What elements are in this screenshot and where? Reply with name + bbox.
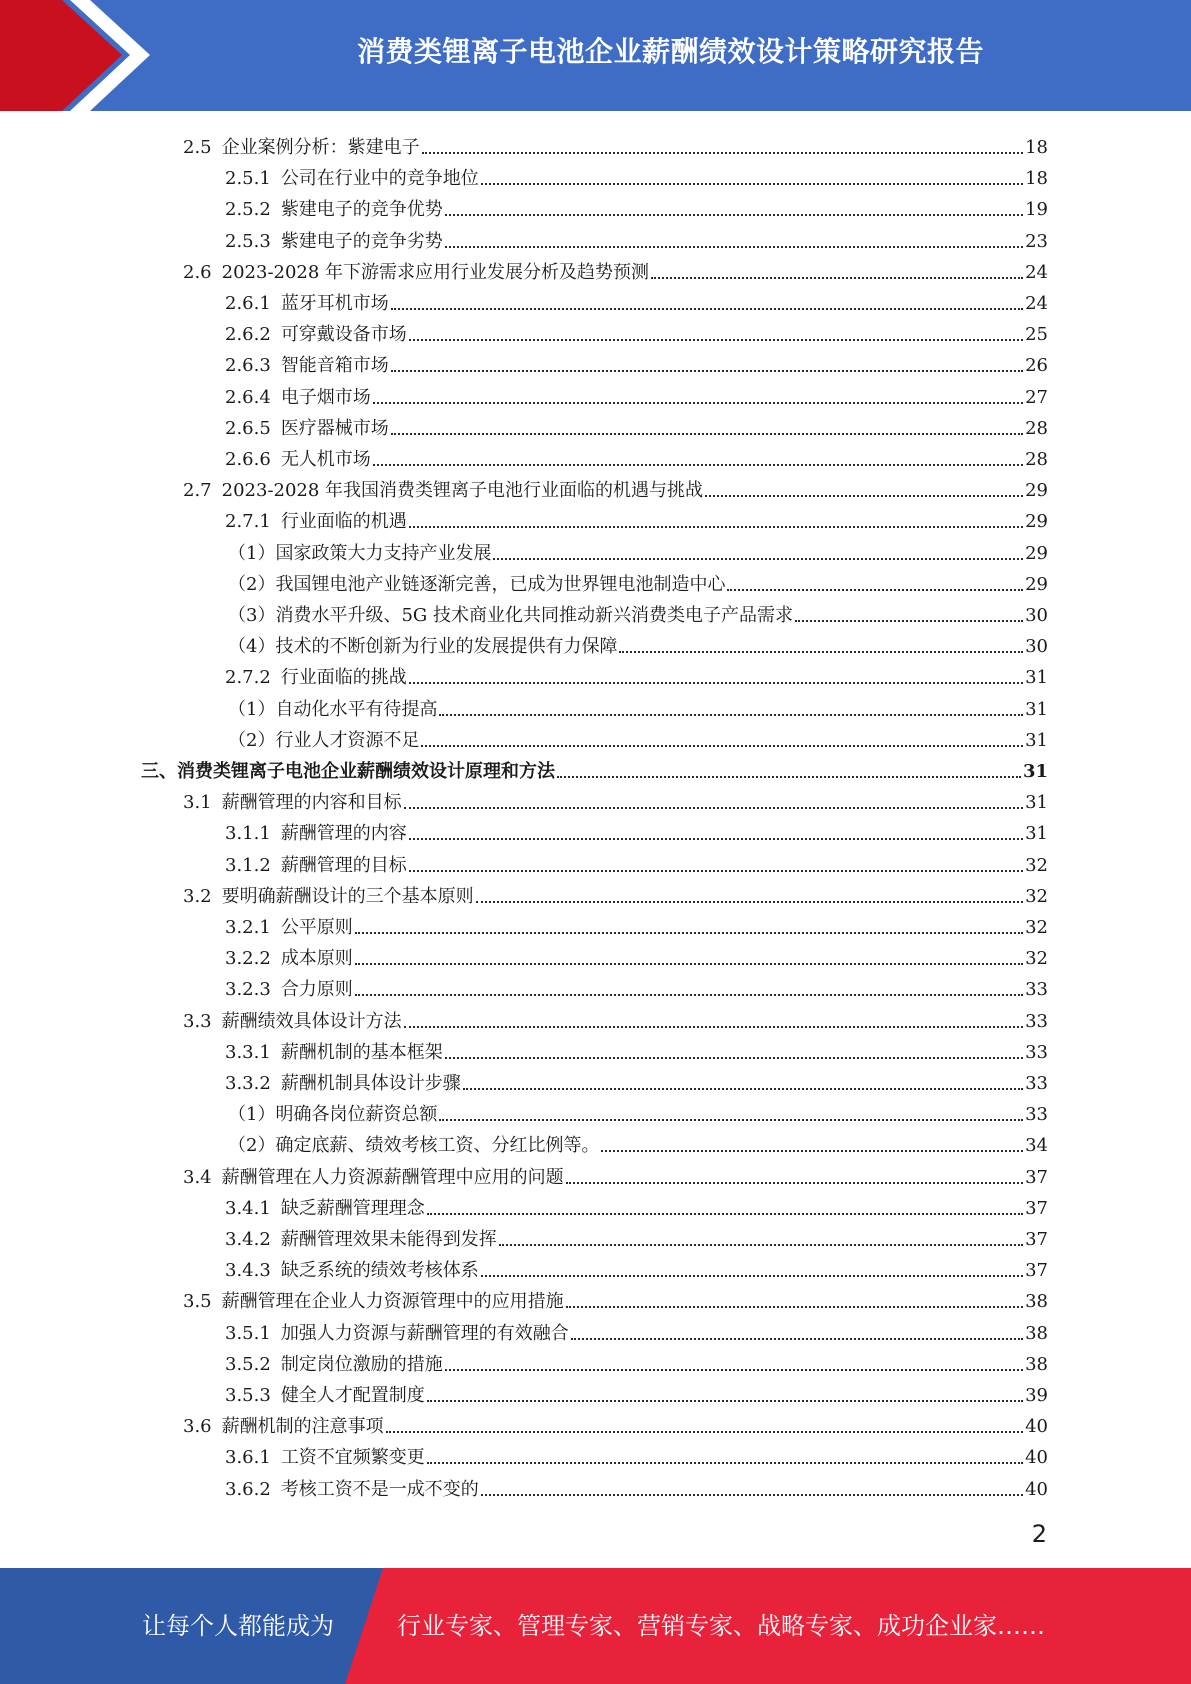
toc-entry-number: （2）	[228, 573, 276, 595]
toc-dot-leader	[795, 620, 1023, 622]
toc-entry-number: 3.6.1	[225, 1447, 271, 1469]
toc-entry-number: 3.2.3	[225, 979, 271, 1001]
toc-entry-page: 40	[1025, 1447, 1048, 1469]
toc-entry-page: 33	[1025, 1041, 1048, 1063]
toc-entry-title: 薪酬管理在企业人力资源管理中的应用措施	[221, 1291, 564, 1313]
toc-dot-leader	[391, 308, 1023, 310]
toc-entry-title: 无人机市场	[280, 449, 371, 470]
toc-entry[interactable]	[228, 1126, 1048, 1157]
toc-entry[interactable]	[183, 128, 1048, 159]
toc-entry-title: 自动化水平有待提高	[275, 698, 438, 720]
toc-dot-leader	[566, 1306, 1023, 1308]
toc-entry-page: 37	[1025, 1229, 1048, 1250]
toc-entry-title: 技术的不断创新为行业的发展提供有力保障	[275, 636, 618, 658]
toc-entry-title: 要明确薪酬设计的三个基本原则	[221, 885, 474, 907]
toc-entry[interactable]	[225, 908, 1048, 939]
toc-entry[interactable]	[225, 939, 1048, 970]
toc-entry[interactable]	[225, 315, 1048, 346]
toc-dot-leader	[619, 651, 1023, 653]
toc-entry[interactable]	[183, 877, 1048, 908]
toc-entry-number: 3.6.2	[225, 1478, 271, 1500]
page-footer	[0, 1568, 1191, 1684]
toc-dot-leader	[422, 152, 1023, 154]
toc-entry-page: 31	[1022, 761, 1048, 782]
toc-entry-number: 3.5.2	[225, 1353, 271, 1375]
page-header	[0, 0, 1191, 111]
toc-entry-title: 2023-2028 年我国消费类锂离子电池行业面临的机遇与挑战	[221, 480, 704, 502]
toc-entry-page: 31	[1025, 729, 1048, 751]
toc-entry-page: 31	[1025, 698, 1048, 720]
toc-entry-title: 薪酬管理的内容和目标	[221, 792, 402, 814]
toc-entry-number: 2.7	[183, 480, 212, 502]
toc-entry-page: 30	[1025, 636, 1048, 658]
toc-entry-number: 2.6.5	[225, 417, 271, 439]
toc-entry-title: 工资不宜频繁变更	[280, 1447, 425, 1469]
toc-entry[interactable]	[228, 721, 1048, 752]
toc-entry-number: 2.5	[183, 137, 212, 158]
toc-entry-title: 智能音箱市场	[280, 355, 389, 377]
toc-entry-number: （2）	[228, 729, 276, 751]
toc-dot-leader	[409, 870, 1023, 872]
toc-dot-leader	[463, 1088, 1023, 1090]
toc-entry-number: 3.5.1	[225, 1322, 271, 1344]
toc-entry-title: 薪酬机制具体设计步骤	[280, 1073, 461, 1094]
toc-entry-number: 2.5.3	[225, 230, 271, 252]
toc-entry[interactable]	[225, 1314, 1048, 1345]
toc-entry[interactable]	[225, 190, 1048, 221]
toc-entry-page: 38	[1025, 1322, 1048, 1344]
toc-dot-leader	[566, 1182, 1023, 1184]
toc-entry-title: 薪酬绩效具体设计方法	[221, 1010, 402, 1032]
toc-entry-number: 3.6	[183, 1416, 212, 1438]
toc-entry-title: 健全人才配置制度	[280, 1385, 425, 1406]
toc-entry-number: 3.4.1	[225, 1197, 271, 1219]
toc-entry-number: 3.3.1	[225, 1041, 271, 1063]
toc-entry-title: 电子烟市场	[280, 386, 371, 408]
toc-dot-leader	[404, 1026, 1023, 1028]
toc-entry-number: 3.2.2	[225, 948, 271, 970]
toc-entry-number: 2.6.2	[225, 324, 271, 346]
toc-dot-leader	[651, 277, 1023, 279]
toc-dot-leader	[481, 183, 1023, 185]
toc-entry-title: 行业人才资源不足	[275, 729, 420, 751]
toc-entry-page: 30	[1025, 605, 1048, 626]
toc-entry-title: 行业面临的挑战	[280, 667, 407, 689]
toc-dot-leader	[445, 246, 1023, 248]
toc-entry-page: 31	[1025, 792, 1048, 814]
toc-entry[interactable]	[183, 1002, 1048, 1033]
toc-dot-leader	[705, 495, 1023, 497]
toc-entry-page: 28	[1025, 417, 1048, 439]
toc-entry[interactable]	[183, 783, 1048, 814]
toc-entry-number: 3.4	[183, 1166, 212, 1188]
toc-entry-number: 2.6	[183, 261, 212, 283]
toc-entry-page: 24	[1025, 293, 1048, 314]
toc-entry[interactable]	[183, 1158, 1048, 1189]
toc-entry-page: 33	[1025, 1073, 1048, 1094]
toc-entry[interactable]	[183, 1407, 1048, 1438]
toc-entry-page: 33	[1025, 1104, 1048, 1126]
toc-entry-page: 32	[1025, 917, 1048, 938]
toc-entry[interactable]	[225, 970, 1048, 1001]
toc-entry-title: 加强人力资源与薪酬管理的有效融合	[280, 1322, 569, 1344]
toc-entry-number: 3.2	[183, 885, 212, 907]
toc-entry[interactable]	[225, 346, 1048, 377]
toc-entry[interactable]	[225, 814, 1048, 845]
toc-entry-title: 公司在行业中的竞争地位	[280, 168, 479, 190]
toc-entry-page: 40	[1025, 1478, 1048, 1500]
toc-entry-title: 紫建电子的竞争优势	[280, 199, 443, 221]
toc-entry-number: 3.3.2	[225, 1073, 271, 1094]
toc-entry-title: 明确各岗位薪资总额	[275, 1104, 438, 1126]
toc-dot-leader	[499, 1244, 1023, 1246]
toc-dot-leader	[481, 1275, 1023, 1277]
toc-dot-leader	[373, 464, 1023, 466]
toc-entry-number: 2.7.2	[225, 667, 271, 689]
toc-entry-page: 33	[1025, 979, 1048, 1001]
toc-entry-number: 2.5.1	[225, 168, 271, 190]
toc-entry-number: （1）	[228, 698, 276, 720]
toc-entry-title: 确定底薪、绩效考核工资、分红比例等。	[275, 1135, 600, 1157]
toc-entry-title: 缺乏系统的绩效考核体系	[280, 1260, 479, 1282]
toc-entry-page: 25	[1025, 324, 1048, 346]
toc-entry-number: 3.4.2	[225, 1229, 271, 1250]
toc-entry-number: 2.6.6	[225, 449, 271, 470]
toc-entry[interactable]	[225, 159, 1048, 190]
footer-slogan: 让每个人都能成为	[142, 1612, 334, 1640]
toc-entry-number: 3.4.3	[225, 1260, 271, 1282]
toc-entry-page: 37	[1025, 1166, 1048, 1188]
toc-entry[interactable]	[228, 1095, 1048, 1126]
toc-dot-leader	[409, 339, 1023, 341]
toc-dot-leader	[727, 589, 1023, 591]
footer-roles: 行业专家、管理专家、营销专家、战略专家、成功企业家……	[397, 1612, 1045, 1640]
toc-entry-title: 企业案例分析：紫建电子	[221, 137, 420, 158]
toc-entry-number: 2.6.3	[225, 355, 271, 377]
toc-entry[interactable]	[225, 1376, 1048, 1407]
toc-entry-page: 28	[1025, 449, 1048, 470]
toc-entry-title: 薪酬管理的内容	[280, 823, 407, 845]
toc-dot-leader	[391, 370, 1023, 372]
report-title: 消费类锂离子电池企业薪酬绩效设计策略研究报告	[356, 35, 984, 68]
toc-entry-page: 31	[1025, 823, 1048, 845]
toc-entry[interactable]	[225, 1064, 1048, 1095]
toc-entry-number: 3.1.1	[225, 823, 271, 845]
toc-dot-leader	[476, 901, 1023, 903]
toc-entry-number: 3.5.3	[225, 1385, 271, 1406]
toc-entry-page: 40	[1025, 1416, 1048, 1438]
toc-entry-page: 33	[1025, 1010, 1048, 1032]
toc-dot-leader	[386, 1431, 1023, 1433]
toc-dot-leader	[557, 776, 1021, 778]
toc-entry-title: 行业面临的机遇	[280, 511, 407, 533]
toc-entry[interactable]	[228, 627, 1048, 658]
toc-entry-page: 24	[1025, 261, 1048, 283]
toc-entry-page: 26	[1025, 355, 1048, 377]
toc-entry-number: 2.6.4	[225, 386, 271, 408]
toc-entry-page: 32	[1025, 854, 1048, 876]
toc-entry-page: 29	[1025, 511, 1048, 533]
toc-entry-title: 薪酬管理的目标	[280, 854, 407, 876]
toc-entry-page: 18	[1025, 168, 1048, 190]
toc-entry[interactable]	[225, 1470, 1048, 1501]
toc-entry-number: 3.1	[183, 792, 212, 814]
toc-dot-leader	[445, 214, 1023, 216]
toc-entry-page: 34	[1025, 1135, 1048, 1157]
toc-dot-leader	[355, 994, 1023, 996]
toc-entry-page: 23	[1025, 230, 1048, 252]
toc-dot-leader	[421, 745, 1023, 747]
toc-entry[interactable]	[228, 596, 1048, 627]
toc-entry[interactable]	[225, 1251, 1048, 1282]
toc-entry[interactable]	[225, 378, 1048, 409]
toc-entry-page: 32	[1025, 885, 1048, 907]
toc-entry[interactable]	[228, 565, 1048, 596]
toc-entry-page: 38	[1025, 1353, 1048, 1375]
toc-entry-title: 薪酬机制的注意事项	[221, 1416, 384, 1438]
toc-entry[interactable]	[141, 752, 1048, 783]
toc-entry-number: （3）	[228, 605, 276, 626]
toc-dot-leader	[601, 1150, 1023, 1152]
toc-entry-title: 缺乏薪酬管理理念	[280, 1197, 425, 1219]
toc-dot-leader	[404, 807, 1023, 809]
toc-entry-page: 37	[1025, 1197, 1048, 1219]
toc-entry-title: 消费类锂离子电池企业薪酬绩效设计原理和方法	[177, 761, 555, 782]
toc-entry-page: 37	[1025, 1260, 1048, 1282]
toc-entry-number: 2.6.1	[225, 293, 271, 314]
toc-dot-leader	[427, 1213, 1023, 1215]
toc-entry-title: 考核工资不是一成不变的	[280, 1478, 479, 1500]
toc-entry-page: 29	[1025, 480, 1048, 502]
toc-entry-number: （2）	[228, 1135, 276, 1157]
toc-entry-number: 三、	[141, 761, 177, 782]
toc-entry[interactable]	[225, 409, 1048, 440]
toc-dot-leader	[439, 1119, 1023, 1121]
toc-entry[interactable]	[225, 502, 1048, 533]
toc-entry[interactable]	[225, 846, 1048, 877]
toc-entry[interactable]	[225, 1033, 1048, 1064]
toc-dot-leader	[391, 433, 1023, 435]
toc-entry[interactable]	[225, 658, 1048, 689]
toc-entry-number: （1）	[228, 542, 276, 564]
toc-entry-page: 29	[1025, 542, 1048, 564]
toc-entry-page: 38	[1025, 1291, 1048, 1313]
toc-entry[interactable]	[225, 1220, 1048, 1251]
toc-entry-page: 27	[1025, 386, 1048, 408]
toc-entry-title: 医疗器械市场	[280, 417, 389, 439]
toc-entry-title: 紫建电子的竞争劣势	[280, 230, 443, 252]
toc-entry-title: 薪酬管理效果未能得到发挥	[280, 1229, 497, 1250]
toc-entry[interactable]	[225, 1189, 1048, 1220]
toc-dot-leader	[409, 526, 1023, 528]
toc-entry[interactable]	[228, 690, 1048, 721]
toc-entry-number: 2.5.2	[225, 199, 271, 221]
toc-dot-leader	[445, 1369, 1023, 1371]
toc-dot-leader	[427, 1462, 1023, 1464]
toc-entry-title: 薪酬机制的基本框架	[280, 1041, 443, 1063]
toc-entry[interactable]	[225, 1345, 1048, 1376]
toc-dot-leader	[427, 1400, 1023, 1402]
toc-entry-title: 成本原则	[280, 948, 353, 970]
toc-dot-leader	[439, 714, 1023, 716]
toc-entry-title: 制定岗位激励的措施	[280, 1353, 443, 1375]
toc-entry-title: 国家政策大力支持产业发展	[275, 542, 492, 564]
toc-dot-leader	[355, 932, 1023, 934]
toc-entry-number: 3.5	[183, 1291, 212, 1313]
toc-entry-page: 31	[1025, 667, 1048, 689]
toc-dot-leader	[571, 1338, 1023, 1340]
toc-dot-leader	[355, 963, 1023, 965]
toc-dot-leader	[409, 682, 1023, 684]
toc-entry-page: 18	[1025, 137, 1048, 158]
toc-entry-page: 39	[1025, 1385, 1048, 1406]
toc-entry-number: 3.3	[183, 1010, 212, 1032]
toc-dot-leader	[493, 558, 1023, 560]
toc-entry-title: 2023-2028 年下游需求应用行业发展分析及趋势预测	[221, 261, 650, 283]
toc-dot-leader	[373, 402, 1023, 404]
toc-entry[interactable]	[183, 253, 1048, 284]
toc-entry-number: 2.7.1	[225, 511, 271, 533]
toc-entry[interactable]	[225, 1438, 1048, 1469]
toc-entry[interactable]	[183, 1282, 1048, 1313]
toc-entry[interactable]	[225, 284, 1048, 315]
toc-entry-number: 3.1.2	[225, 854, 271, 876]
toc-dot-leader	[445, 1057, 1023, 1059]
toc-entry-page: 19	[1025, 199, 1048, 221]
toc-entry-title: 蓝牙耳机市场	[280, 293, 389, 314]
toc-entry[interactable]	[228, 534, 1048, 565]
toc-entry-title: 公平原则	[280, 917, 353, 938]
toc-entry[interactable]	[225, 440, 1048, 471]
toc-entry[interactable]	[183, 471, 1048, 502]
page-number: 2	[1031, 1520, 1047, 1548]
toc-entry-page: 32	[1025, 948, 1048, 970]
toc-entry-number: （4）	[228, 636, 276, 658]
toc-entry-title: 消费水平升级、5G 技术商业化共同推动新兴消费类电子产品需求	[275, 605, 794, 626]
toc-entry-title: 薪酬管理在人力资源薪酬管理中应用的问题	[221, 1166, 564, 1188]
toc-entry-number: （1）	[228, 1104, 276, 1126]
toc-entry-title: 我国锂电池产业链逐渐完善，已成为世界锂电池制造中心	[275, 573, 726, 595]
toc-dot-leader	[481, 1494, 1023, 1496]
toc-dot-leader	[409, 838, 1023, 840]
toc-entry-title: 合力原则	[280, 979, 353, 1001]
toc-entry-title: 可穿戴设备市场	[280, 324, 407, 346]
toc-entry-number: 3.2.1	[225, 917, 271, 938]
toc-entry-page: 29	[1025, 573, 1048, 595]
toc-entry[interactable]	[225, 222, 1048, 253]
